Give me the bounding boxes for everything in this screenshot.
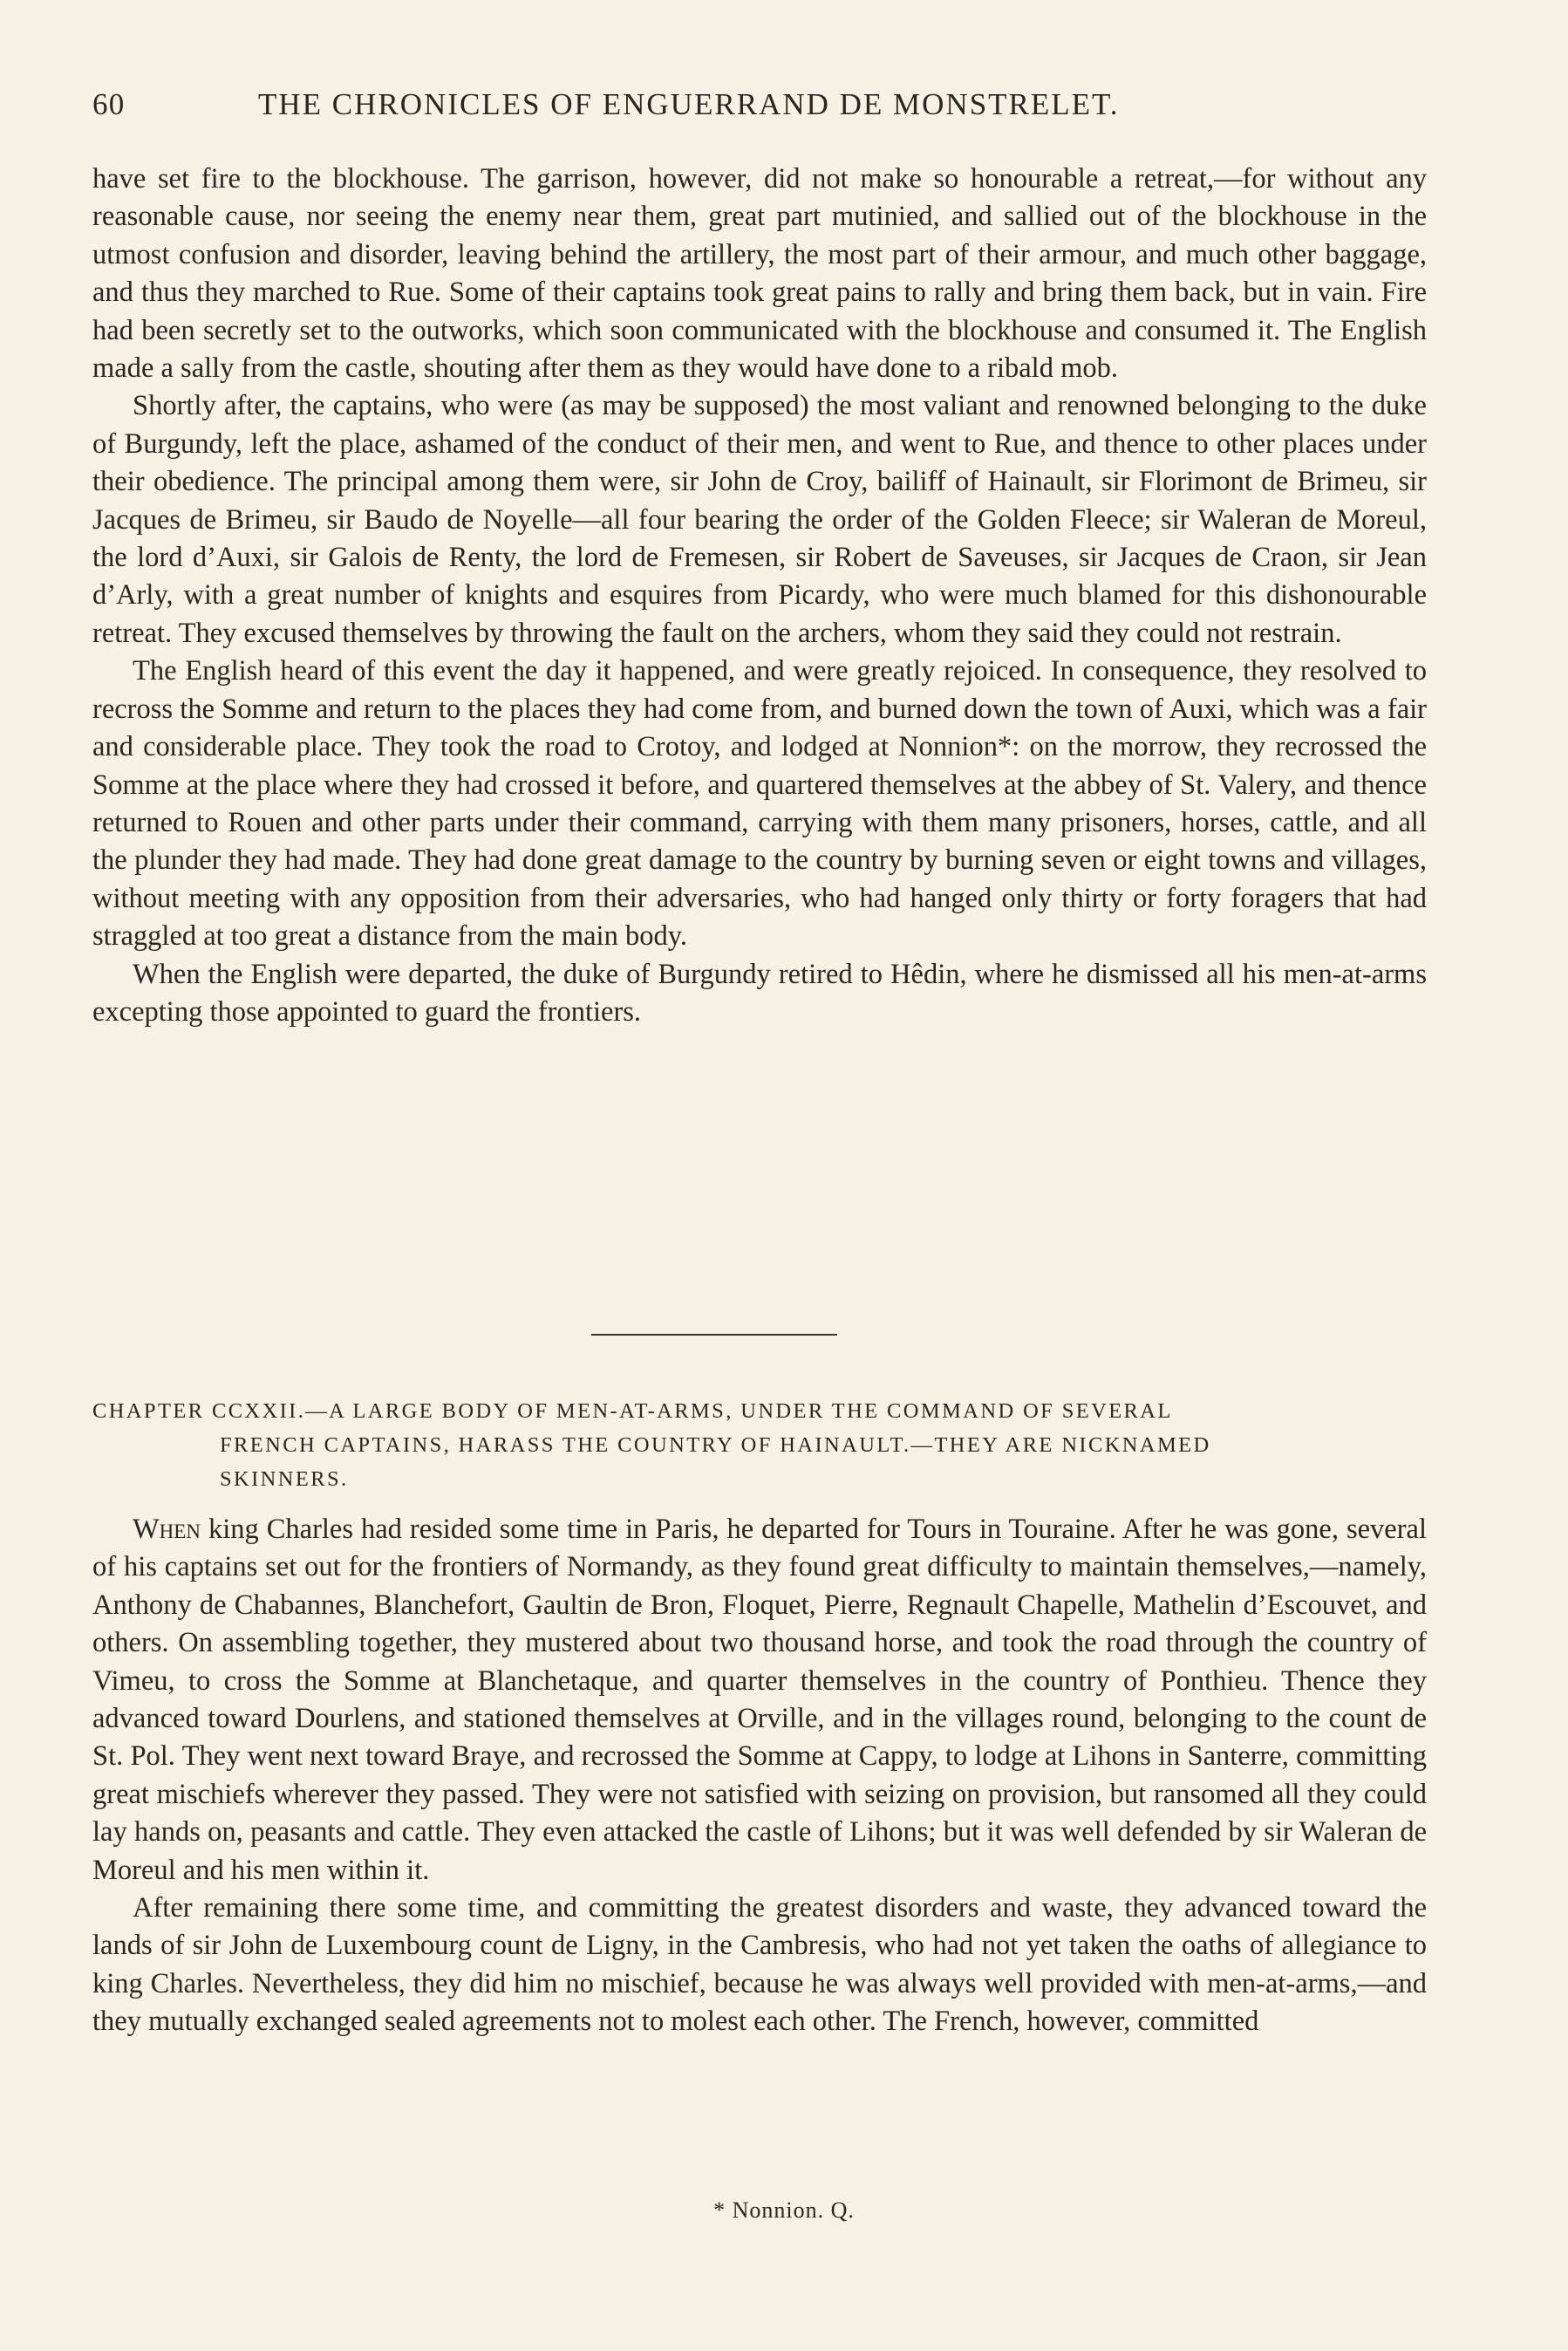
paragraph (92, 1511, 1427, 1890)
paragraph: When the English were departed, the duke of Burgundy retired to Hêdin, where he dismissed all his men-at-arms excepting those appointed to guard the frontiers. (92, 958, 1427, 1028)
footnote: * Nonnion. Q. (713, 2197, 855, 2223)
chapter-heading-line: FRENCH CAPTAINS, HARASS THE COUNTRY OF HAINAULT.—THEY ARE NICKNAMED (220, 1433, 1211, 1457)
running-title: THE CHRONICLES OF ENGUERRAND DE MONSTRELET. (258, 87, 1120, 121)
paragraph: The English heard of this event the day it happened, and were greatly rejoiced. In consequence, they resolved to recross the Somme and return to the places they had come from, and burned down the town of Auxi, which was a fair and considerable place. They took the road to Crotoy, and lodged at Nonnion*: on the morrow, they recrossed the Somme at the place where they had crossed it before, and quartered themselves at the abbey of St. Valery, and thence returned to Rouen and other parts under their command, carrying with them many prisoners, horses, cattle, and all the plunder they had made. They had done great damage to the country by burning seven or eight towns and villages, without meeting with any opposition from their adversaries, who had hanged only thirty or forty foragers that had straggled at too great a distance from the main body. (92, 655, 1427, 953)
page-header (92, 87, 1427, 131)
paragraph-text: king Charles had resided some time in Paris, he departed for Tours in Touraine. After he was gone, several of his captains set out for the frontiers of Normandy, as they found great difficulty to maintain themselves,—namely, Anthony de Chabannes, Blanchefort, Gaultin de Bron, Floquet, Pierre, Regnault Chapelle, Mathelin d’Escouvet, and others. On assembling together, they mustered about two thousand horse, and took the road through the country of Vimeu, to cross the Somme at Blanchetaque, and quarter themselves in the country of Ponthieu. Thence they advanced toward Dourlens, and stationed themselves at Orville, and in the villages round, belonging to the count de St. Pol. They went next toward Braye, and recrossed the Somme at Cappy, to lodge at Lihons in Santerre, committing great mischiefs wherever they passed. They were not satisfied with seizing on provision, but ransomed all they could lay hands on, peasants and cattle. They even attacked the castle of Lihons; but it was well defended by sir Waleran de Moreul and his men within it. (92, 1514, 1427, 1886)
section-two (92, 1511, 1427, 2041)
chapter-heading-line: SKINNERS. (220, 1467, 349, 1491)
drop-word: When (133, 1514, 201, 1545)
chapter-heading (92, 1394, 1427, 1496)
section-one (92, 161, 1427, 1031)
section-divider (591, 1334, 837, 1336)
chapter-heading-line: CHAPTER CCXXII.—A LARGE BODY OF MEN-AT-ARMS, UNDER THE COMMAND OF SEVERAL (92, 1399, 1173, 1423)
paragraph: Shortly after, the captains, who were (as may be supposed) the most valiant and renowned belonging to the duke of Burgundy, left the place, ashamed of the conduct of their men, and went to Rue, and thence to other places under their obedience. The principal among them were, sir John de Croy, bailiff of Hainault, sir Florimont de Brimeu, sir Jacques de Brimeu, sir Baudo de Noyelle—all four bearing the order of the Golden Fleece; sir Waleran de Moreul, the lord d’Auxi, sir Galois de Renty, the lord de Fremesen, sir Robert de Saveuses, sir Jacques de Craon, sir Jean d’Arly, with a great number of knights and esquires from Picardy, who were much blamed for this dishonourable retreat. They excused themselves by throwing the fault on the archers, whom they said they could not restrain. (92, 390, 1427, 649)
paragraph: After remaining there some time, and committing the greatest disorders and waste, they advanced toward the lands of sir John de Luxembourg count de Ligny, in the Cambresis, who had not yet taken the oaths of allegiance to king Charles. Nevertheless, they did him no mischief, because he was always well provided with men-at-arms,—and they mutually exchanged sealed agreements not to molest each other. The French, however, committed (92, 1892, 1427, 2038)
page-number: 60 (92, 87, 126, 121)
paragraph: have set fire to the blockhouse. The garrison, however, did not make so honourable a retreat,—for without any reasonable cause, nor seeing the enemy near them, great part mutinied, and sallied out of the blockhouse in the utmost confusion and disorder, leaving behind the artillery, the most part of their armour, and much other baggage, and thus they marched to Rue. Some of their captains took great pains to rally and bring them back, but in vain. Fire had been secretly set to the outworks, which soon communicated with the blockhouse and consumed it. The English made a sally from the castle, shouting after them as they would have done to a ribald mob. (92, 163, 1427, 385)
